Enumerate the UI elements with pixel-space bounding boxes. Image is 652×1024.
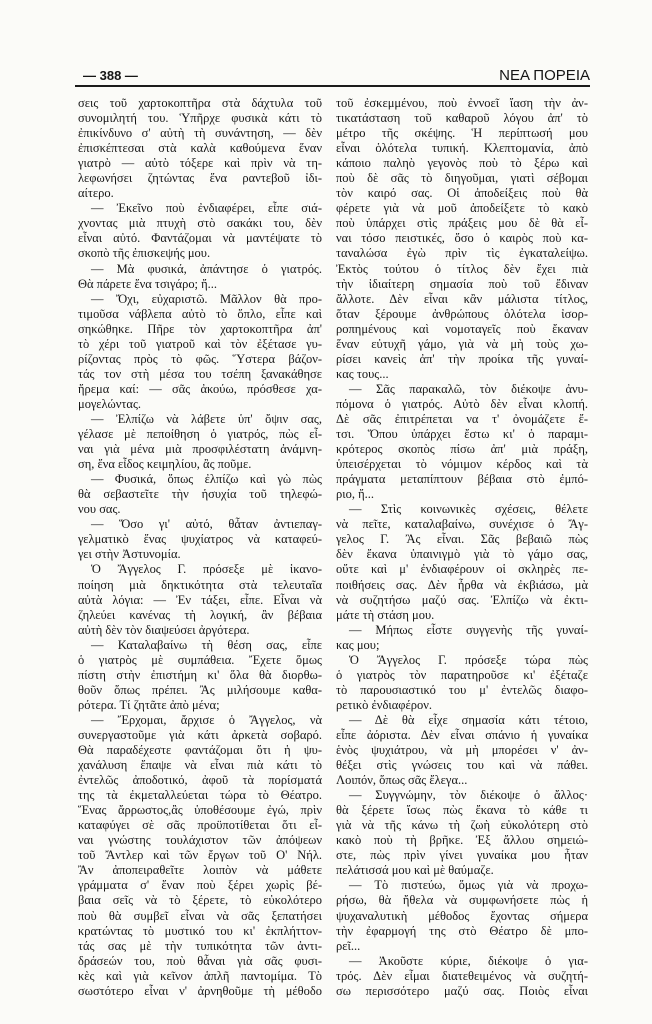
text-line: — Συγγνώμην, τὸν διέκοψε ὁ ἄλλος· (349, 788, 588, 803)
text-line: ναι γνώστης τουλάχιστον τῶν ἀπόψεων (78, 833, 322, 848)
text-line: ψυχαναλυτικὴ μέθοδος ἔχοντας σήμερα (336, 908, 588, 923)
page-number: — 388 — (83, 68, 138, 83)
text-line: νου σας. (78, 502, 121, 517)
text-line: ζηλεύει κανένας τὴ λογική, ἂν βέβαια (78, 607, 322, 622)
text-line: ποιθήσεις σας. Δὲν ἦρθα νὰ ἐκβιάσω, μὰ (336, 577, 588, 592)
text-line: ταναλώσα ἐγὼ πρὶν τὶς ἐγκαταλείψω. (336, 246, 588, 261)
text-line: ἑνὸς ψυχιάτρου, νὰ μὴ μπορέσει ν' ἀν- (336, 743, 588, 758)
text-line: αίτερο. (78, 186, 114, 201)
text-line: κας μου; (336, 637, 380, 652)
text-line: τὸν καιρό σας. Οἱ ἀποδείξεις ποὺ θὰ (336, 186, 588, 201)
text-line: Ὁ Ἄγγελος Γ. πρόσεξε μὲ ἱκανο- (91, 562, 322, 577)
text-line: — Ἐκεῖνο ποὺ ἐνδιαφέρει, εἶπε σιά- (91, 201, 322, 216)
text-line: πόμονα ὁ γιατρός. Αὐτὸ δὲν εἶναι κλοπή. (336, 396, 588, 411)
journal-title: ΝΕΑ ΠΟΡΕΙΑ (499, 67, 590, 84)
text-line: Λοιπόν, ὅπως σᾶς ἔλεγα... (336, 773, 468, 788)
text-line: — Φυσικά, ὅπως ἐλπίζω καὶ γὼ πὼς (91, 472, 322, 487)
text-line: ρετικὸ ἐνδιαφέρον. (336, 697, 432, 712)
text-line: ρότερα. Τί ζητᾶτε ἀπὸ μένα; (78, 697, 220, 712)
header-rule (75, 85, 590, 87)
text-line: χνοντας μιὰ πτυχὴ στὸ σακάκι του, δὲν (78, 216, 322, 231)
text-line: Ὁ Ἄγγελος Γ. πρόσεξε τώρα πὼς (349, 652, 588, 667)
text-line: φέρετε γιὰ νὰ μοῦ ἀποδείξετε τὸ κακὸ (336, 201, 588, 216)
text-line: — Τὸ πιστεύω, ὅμως γιὰ νὰ προχω- (349, 878, 588, 893)
text-line: θοῦν ὅπως πρέπει. Ἂς μιλήσουμε καθα- (78, 682, 322, 697)
text-line: — Ἔρχομαι, ἄρχισε ὁ Ἄγγελος, νὰ (91, 712, 322, 727)
text-line: ὅταν ξέρουμε ἀνθρώπους ὁλότελα ἰσορ- (336, 306, 588, 321)
text-line: συνεργαστοῦμε γιὰ κάτι ἀρκετὰ σοβαρό. (78, 727, 322, 742)
text-line: ρεῖ... (336, 938, 361, 953)
text-line: μάτε τὴ στάση μου. (336, 607, 435, 622)
text-line: ἥρεμα καί: — σᾶς ἀκούω, πρόσθεσε χα- (78, 381, 322, 396)
text-line: θὰ σεβαστεῖτε τὴν ἡσυχία τοῦ τηλεφώ- (78, 487, 322, 502)
text-line: τοῦ Ἄντλερ καὶ τῶν ἔργων τοῦ Ο' Νήλ. (78, 848, 322, 863)
text-line: εἶπε ἀόριστα. Δὲν εἶναι σπάνιο ἡ γυναίκα (336, 727, 588, 742)
text-line: ση, ἕνα εἶδος κειμηλίου, ἂς ποῦμε. (78, 457, 252, 472)
text-line: — Στὶς κοινωνικὲς σχέσεις, θέλετε (349, 502, 588, 517)
text-line: σκοπὸ τῆς ἐπισκεψής μου. (78, 246, 211, 261)
text-line: νὰ πεῖτε, καταλαβαίνω, συνέχισε ὁ Ἄγ- (336, 517, 588, 532)
text-line: ἐπισκέπτεσαι στὰ καλὰ καθούμενα ἕναν (78, 141, 322, 156)
text-line: Ἂν ἀποπειραθεῖτε λοιπὸν νὰ μάθετε (78, 863, 322, 878)
text-line: εἶναι αὐτό. Φαντάζομαι νὰ μαντέψατε τὸ (78, 231, 322, 246)
text-line: ναι τόσο πειστικές, ὅσο ὁ καιρὸς ποὺ κα- (336, 231, 588, 246)
text-line: νὰ συζητήσω μαζύ σας. Ἐλπίζω νὰ ἐκτι- (336, 592, 588, 607)
text-line: γιατρὸ — αὐτὸ τόξερε καὶ πρὶν νὰ τη- (78, 156, 322, 171)
text-line: Θὰ πάρετε ἕνα τσιγάρο; ἤ... (78, 276, 218, 291)
text-line: οὔτε καὶ μ' ἐνδιαφέρουν οἱ σκληρὲς πε- (336, 562, 588, 577)
text-line: γελος Γ. Ἂς εἶναι. Σᾶς βεβαιῶ πὼς (336, 532, 588, 547)
text-line: — Ἀκοῦστε κύριε, διέκοψε ὁ για- (349, 953, 588, 968)
left-column (78, 96, 322, 999)
text-line: λεφωνήσει ζητώντας ἕνα ραντεβοῦ ἰδι- (78, 171, 322, 186)
text-line: τικατάσταση τοῦ καθαροῦ λόγου ἀπ' τὸ (336, 111, 588, 126)
text-line: — Μὰ φυσικά, ἀπάντησε ὁ γιατρός. (91, 261, 322, 276)
text-line: τὴν ἐφαρμογή της στὸ Θέατρο δὲ μπο- (336, 923, 588, 938)
text-line: — Καταλαβαίνω τὴ θέση σας, εἶπε (91, 637, 322, 652)
text-line: ὑπεισέρχεται τὸ νόμιμον κέρδος καὶ τὰ (336, 457, 588, 472)
text-line: τσι. Ὅπου ὑπάρχει ἔστω κι' ὁ παραμι- (336, 427, 588, 442)
text-line: αὐτὴ δὲν τὸν διαψεύσει ἀργότερα. (78, 622, 250, 637)
text-line: κακὸ ποὺ τὴ βρῆκε. Ἐξ ἄλλου σημειώ- (336, 833, 588, 848)
text-line: Θὰ παραδέχεστε φαντάζομαι ὅτι ἡ ψυ- (78, 743, 322, 758)
text-line: Ἕνας ἄρρωστος,ἂς ὑποθέσουμε ἐγώ, πρὶν (78, 803, 322, 818)
text-line: δράσεών του, ποὺ θἆναι γιὰ σᾶς φυσι- (78, 953, 322, 968)
text-line: ρίζοντας πρὸς τὸ φῶς. Ὕστερα βάζον- (78, 351, 322, 366)
text-line: τιμοῦσα νάβλεπα αὐτὸ τὸ ὅπλο, εἶπε καὶ (78, 306, 322, 321)
text-line: σεις τοῦ χαρτοκοπτῆρα στὰ δάχτυλα τοῦ (78, 96, 322, 110)
text-line: στε, πὼς πρὶν γίνει γυναίκα μου ἦταν (336, 848, 588, 863)
text-line: γέλασε μὲ πεποίθηση ὁ γιατρός, πὼς εἶ- (78, 427, 322, 442)
text-line: ναι γιὰ μένα μιὰ προσφιλέστατη ἀνάμνη- (78, 442, 322, 457)
text-line: δὲν ἔκανα ὑπαινιγμὸ γιὰ τὸ γάμο σας, (336, 547, 588, 562)
text-line: τὸ χέρι τοῦ γιατροῦ καὶ τὸν ἐξέτασε γυ- (78, 336, 322, 351)
text-line: ποὺ ὑπάρχει στὶς πράξεις μου δὲ θὰ εἶ- (336, 216, 588, 231)
text-line: τὸ παρουσιαστικό του μ' ἐντελῶς διαφο- (336, 682, 588, 697)
text-line: συνομιλητή του. Ὑπῆρχε φυσικὰ κάτι τὸ (78, 111, 322, 126)
text-line: θέξει στὶς γνώσεις του καὶ νὰ πάθει. (336, 758, 588, 773)
text-line: γιὰ νὰ τῆς κάνω τὴ ζωὴ εὐκολότερη στὸ (336, 818, 588, 833)
text-line: τοῦ ἐσκεμμένου, ποὺ ἐννοεῖ ἴαση τὴν ἀν- (336, 96, 588, 110)
text-line: πίστη στὴν ἐπιστήμη κι' ὅλα θὰ διορθω- (78, 667, 322, 682)
text-line: ἐπικίνδυνο σ' αὐτὴ τὴ συνάντηση, — δὲν (78, 126, 322, 141)
text-line: κρατώντας τὸ μυστικό του κι' ἐκπλήττον- (78, 923, 322, 938)
text-line: ὁ γιατρὸς μὲ συμπάθεια. Ἔχετε ὅμως (78, 652, 322, 667)
text-line: τὴν ἰδιαίτερη σημασία ποὺ τοῦ ἔδιναν (336, 276, 588, 291)
text-line: πελάτισσά μου καὶ μὲ θαύμαζε. (336, 863, 494, 878)
text-line: καταφύγει σὲ σᾶς προϋποτίθεται ὅτι εἶ- (78, 818, 322, 833)
text-line: ποίηση μιὰ δηκτικότητα στὰ τελευταῖα (78, 577, 322, 592)
text-line: τρός. Δὲν εἶμαι διατεθειμένος νὰ συζητή- (336, 968, 588, 983)
text-line: — Σᾶς παρακαλῶ, τὸν διέκοψε ἀνυ- (349, 381, 588, 396)
text-line: ποὺ δὲ σᾶς τὸ διηγοῦμαι, γιατὶ σέβομαι (336, 171, 588, 186)
text-line: βαια σεῖς νὰ τὸ ξέρετε, τὸ εὐκολότερο (78, 893, 322, 908)
text-line: ρίσει κανεὶς ἀπ' τὴν προίκα τῆς γυναί- (336, 351, 588, 366)
text-line: τάς σας μὲ τὴν τυπικότητα τῶν ἀντι- (78, 938, 322, 953)
text-line: της τὰ ἐκμεταλλεύεται τώρα τὸ Θέατρο. (78, 788, 322, 803)
text-line: γει στὴν Ἀστυνομία. (78, 547, 181, 562)
text-line: ριο, ἤ... (336, 487, 375, 502)
text-line: — Ὄχι, εὐχαριστῶ. Μᾶλλον θὰ προ- (91, 291, 322, 306)
text-line: — Δὲ θὰ εἶχε σημασία κάτι τέτοιο, (349, 712, 588, 727)
text-line: ὁ γιατρὸς τὸν παρατηροῦσε κι' ἐξέταζε (336, 667, 588, 682)
text-line: θὰ ξέρετε ἴσως πὼς ἔκανα τὸ κάθε τι (336, 803, 588, 818)
text-line: — Ἐλπίζω νὰ λάβετε ὑπ' ὄψιν σας, (91, 411, 322, 426)
text-line: ροπημένους καὶ νομοταγεῖς ποὺ ἔκαναν (336, 321, 588, 336)
text-line: μέτρο τῆς σκέψης. Ἡ περίπτωσή μου (336, 126, 588, 141)
text-line: Δὲ σᾶς ἐπιτρέπεται να τ' ὀνομάζετε ἔ- (336, 411, 588, 426)
right-column (336, 96, 588, 999)
text-line: κας τους... (336, 366, 389, 381)
text-line: γράμματα σ' ἕναν ποὺ ξέρει χωρὶς βέ- (78, 878, 322, 893)
text-line: ἐντελῶς ἀποδοτικό, ἀφοῦ τὰ πορίσματά (78, 773, 322, 788)
text-line: σω περισσότερο μαζύ σας. Ποιὸς εἶναι (336, 983, 588, 998)
text-line: σηκώθηκε. Πῆρε τὸν χαρτοκοπτῆρα ἀπ' (78, 321, 322, 336)
text-line: ἕναν εὐτυχῆ γάμο, γιὰ νὰ μὴ τοὺς χω- (336, 336, 588, 351)
text-line: Ἐκτὸς τούτου ὁ τίτλος δὲν ἔχει πιὰ (336, 261, 588, 276)
text-line: σωστότερο εἶναι ν' ἀρνηθοῦμε τὴ μέθοδο (78, 983, 322, 998)
text-line: κὲς καὶ γιὰ κεῖνον ἁπλῆ παντομίμα. Τὸ (78, 968, 322, 983)
text-line: κρότερος σκοπὸς πίσω ἀπ' μιὰ πράξη, (336, 442, 588, 457)
text-line: αὐτὰ λόγια: — Ἐν τάξει, εἶπε. Εἶναι νὰ (78, 592, 322, 607)
text-line: ἄλλοτε. Δὲν εἶναι κἂν μάλιστα τίτλος, (336, 291, 588, 306)
text-line: κάποιο παληὸ γεγονὸς ποὺ τὸ ξέρω καὶ (336, 156, 588, 171)
text-line: εἶναι ὁλότελα τυπική. Κλεπτομανία, ἀπὸ (336, 141, 588, 156)
text-line: ποὺ θὰ συμβεῖ εἶναι νὰ σᾶς ξεπατήσει (78, 908, 322, 923)
text-line: χανάλυση ἔπαψε νὰ εἶναι πιὰ κάτι τὸ (78, 758, 322, 773)
text-line: πράγματα μεταπίπτουν βέβαια στὸ ἐμπό- (336, 472, 588, 487)
text-line: — Ὅσο γι' αὐτό, θἆταν ἀντιεπαγ- (91, 517, 322, 532)
text-line: γελματικὸ ἕνας ψυχίατρος νὰ καταφεύ- (78, 532, 322, 547)
text-line: τάς τον στὴ μέσα του τσέπη ξανακάθησε (78, 366, 322, 381)
text-line: — Μήπως εἶστε συγγενὴς τῆς γυναί- (349, 622, 588, 637)
text-line: μογελώντας. (78, 396, 142, 411)
text-line: ρήσω, θὰ ἤθελα νὰ συμφωνήσετε πὼς ἡ (336, 893, 588, 908)
